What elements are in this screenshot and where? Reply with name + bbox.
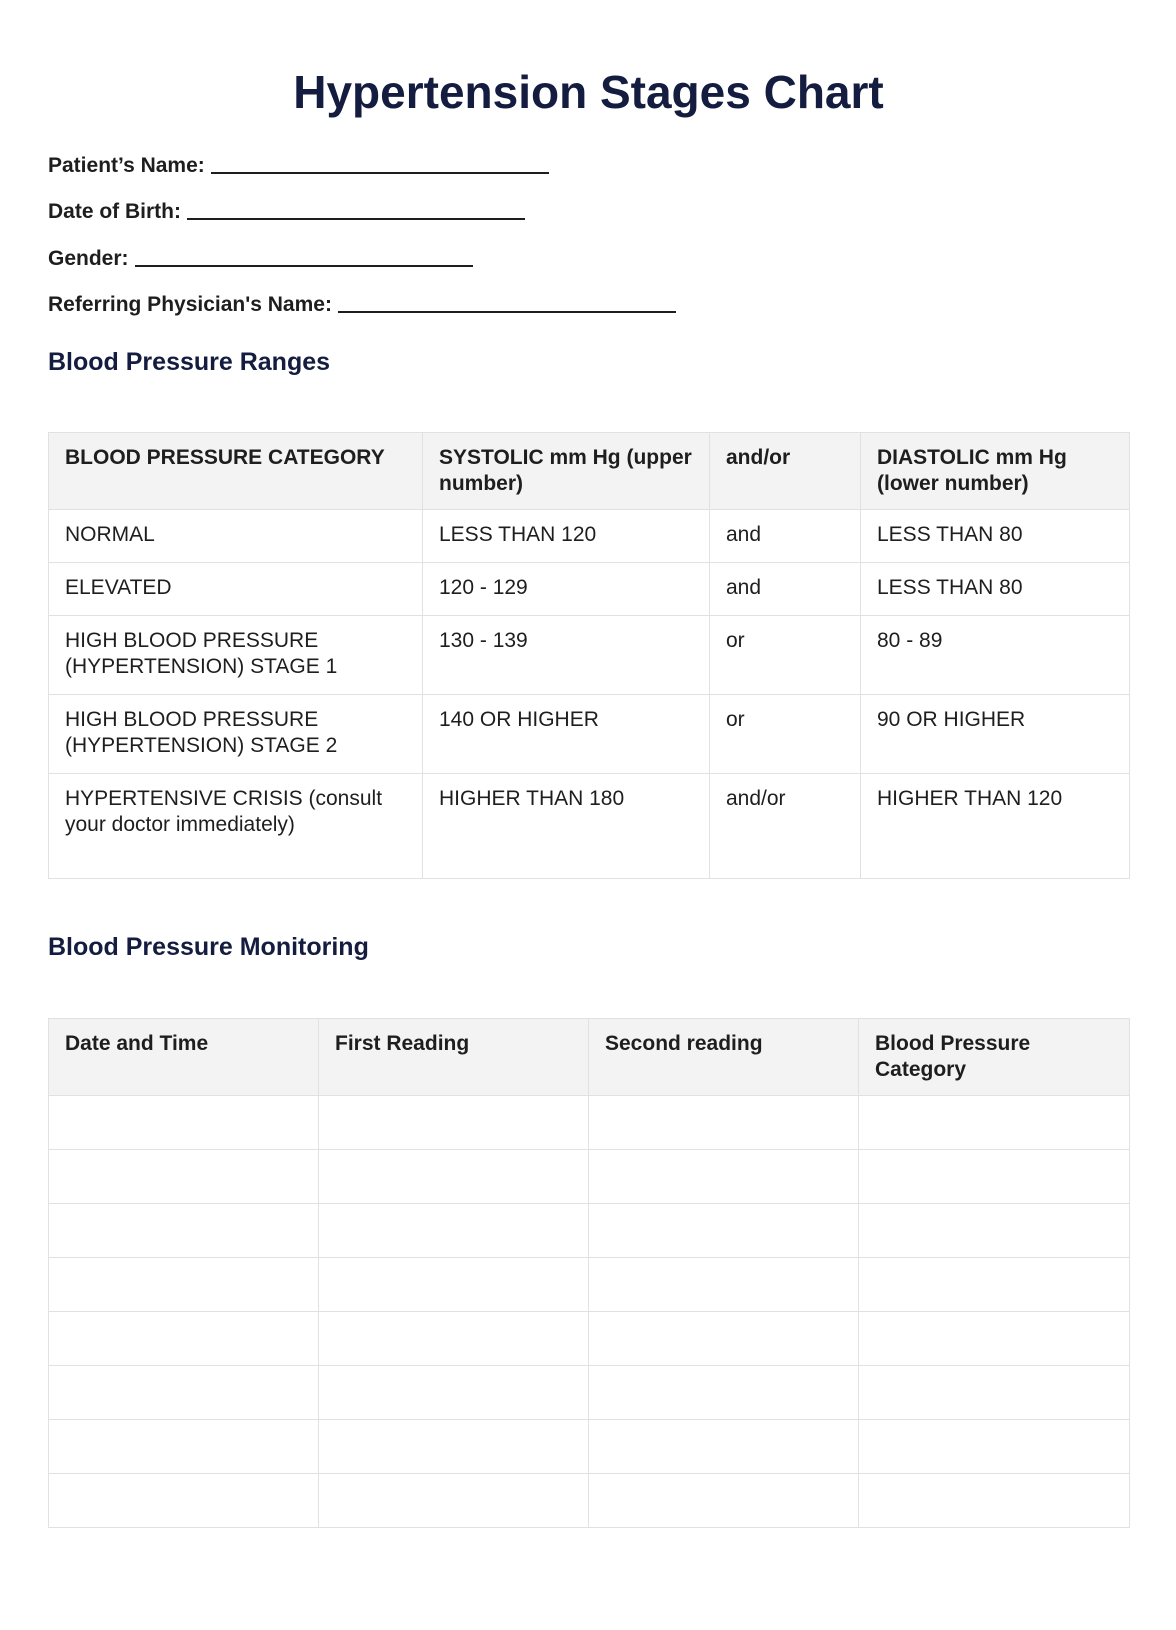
systolic-cell: 140 OR HIGHER (423, 695, 710, 774)
bp-category-cell[interactable] (859, 1204, 1130, 1258)
and-or-cell: or (710, 695, 861, 774)
and-or-cell: or (710, 616, 861, 695)
table-row (49, 1258, 1130, 1312)
date-of-birth-blank[interactable] (187, 198, 525, 220)
second-reading-cell[interactable] (589, 1258, 859, 1312)
header-diastolic: DIASTOLIC mm Hg (lower number) (861, 433, 1130, 510)
blood-pressure-monitoring-table (48, 1018, 1130, 1528)
referring-physician-blank[interactable] (338, 291, 676, 313)
header-and-or: and/or (710, 433, 861, 510)
table-row (49, 1312, 1130, 1366)
header-date-time: Date and Time (49, 1019, 319, 1096)
diastolic-cell: LESS THAN 80 (861, 563, 1130, 616)
header-systolic: SYSTOLIC mm Hg (upper number) (423, 433, 710, 510)
bp-category-cell[interactable] (859, 1474, 1130, 1528)
bp-category-cell[interactable] (859, 1366, 1130, 1420)
second-reading-cell[interactable] (589, 1204, 859, 1258)
diastolic-cell: HIGHER THAN 120 (861, 774, 1130, 879)
diastolic-cell: 80 - 89 (861, 616, 1130, 695)
page-title: Hypertension Stages Chart (293, 66, 884, 118)
table-row (49, 616, 1130, 695)
bp-category-cell[interactable] (859, 1150, 1130, 1204)
systolic-cell: 130 - 139 (423, 616, 710, 695)
category-cell: NORMAL (49, 510, 423, 563)
table-row (49, 1150, 1130, 1204)
referring-physician-label: Referring Physician's Name: (48, 293, 332, 316)
second-reading-cell[interactable] (589, 1312, 859, 1366)
header-bp-category: Blood Pressure Category (859, 1019, 1130, 1096)
table-row (49, 563, 1130, 616)
second-reading-cell[interactable] (589, 1366, 859, 1420)
table-row (49, 695, 1130, 774)
monitoring-heading: Blood Pressure Monitoring (48, 933, 369, 961)
bp-category-cell[interactable] (859, 1096, 1130, 1150)
table-row (49, 1096, 1130, 1150)
bp-category-cell[interactable] (859, 1312, 1130, 1366)
gender-label: Gender: (48, 247, 129, 270)
table-row (49, 1474, 1130, 1528)
category-cell: ELEVATED (49, 563, 423, 616)
patient-name-field (48, 150, 549, 180)
date-time-cell[interactable] (49, 1258, 319, 1312)
first-reading-cell[interactable] (319, 1204, 589, 1258)
systolic-cell: HIGHER THAN 180 (423, 774, 710, 879)
date-of-birth-label: Date of Birth: (48, 200, 181, 223)
second-reading-cell[interactable] (589, 1474, 859, 1528)
gender-field (48, 243, 473, 273)
ranges-heading: Blood Pressure Ranges (48, 348, 331, 376)
blood-pressure-ranges-table (48, 432, 1130, 879)
first-reading-cell[interactable] (319, 1474, 589, 1528)
date-time-cell[interactable] (49, 1474, 319, 1528)
gender-blank[interactable] (135, 245, 473, 267)
second-reading-cell[interactable] (589, 1150, 859, 1204)
diastolic-cell: 90 OR HIGHER (861, 695, 1130, 774)
header-second-reading: Second reading (589, 1019, 859, 1096)
date-of-birth-field (48, 196, 525, 226)
category-cell: HIGH BLOOD PRESSURE (HYPERTENSION) STAGE 2 (49, 695, 423, 774)
table-header-row (49, 1019, 1130, 1096)
bp-category-cell[interactable] (859, 1258, 1130, 1312)
and-or-cell: and (710, 510, 861, 563)
category-cell: HYPERTENSIVE CRISIS (consult your doctor immediately) (49, 774, 423, 879)
second-reading-cell[interactable] (589, 1420, 859, 1474)
referring-physician-field (48, 289, 676, 319)
first-reading-cell[interactable] (319, 1312, 589, 1366)
table-row (49, 1204, 1130, 1258)
systolic-cell: LESS THAN 120 (423, 510, 710, 563)
first-reading-cell[interactable] (319, 1150, 589, 1204)
and-or-cell: and (710, 563, 861, 616)
first-reading-cell[interactable] (319, 1366, 589, 1420)
bp-category-cell[interactable] (859, 1420, 1130, 1474)
patient-name-blank[interactable] (211, 152, 549, 174)
table-header-row (49, 433, 1130, 510)
systolic-cell: 120 - 129 (423, 563, 710, 616)
table-row (49, 1366, 1130, 1420)
table-row (49, 774, 1130, 879)
diastolic-cell: LESS THAN 80 (861, 510, 1130, 563)
category-cell: HIGH BLOOD PRESSURE (HYPERTENSION) STAGE 1 (49, 616, 423, 695)
first-reading-cell[interactable] (319, 1420, 589, 1474)
patient-name-label: Patient’s Name: (48, 154, 205, 177)
table-row (49, 1420, 1130, 1474)
date-time-cell[interactable] (49, 1096, 319, 1150)
date-time-cell[interactable] (49, 1204, 319, 1258)
header-first-reading: First Reading (319, 1019, 589, 1096)
header-category: BLOOD PRESSURE CATEGORY (49, 433, 423, 510)
date-time-cell[interactable] (49, 1312, 319, 1366)
first-reading-cell[interactable] (319, 1096, 589, 1150)
first-reading-cell[interactable] (319, 1258, 589, 1312)
table-row (49, 510, 1130, 563)
date-time-cell[interactable] (49, 1150, 319, 1204)
second-reading-cell[interactable] (589, 1096, 859, 1150)
date-time-cell[interactable] (49, 1420, 319, 1474)
and-or-cell: and/or (710, 774, 861, 879)
date-time-cell[interactable] (49, 1366, 319, 1420)
